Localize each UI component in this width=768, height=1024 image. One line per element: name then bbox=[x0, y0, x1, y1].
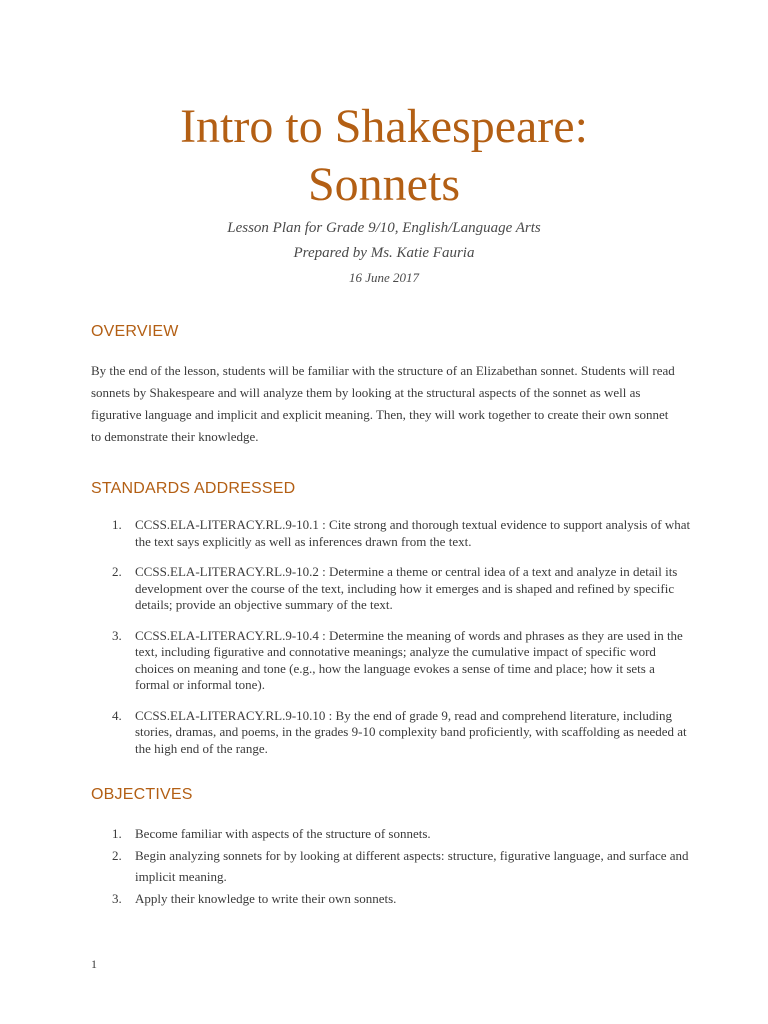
list-item-number: 1. bbox=[112, 517, 122, 532]
list-item-text: CCSS.ELA-LITERACY.RL.9-10.4 : Determine the meaning of words and phrases as they are used in the text, including figurative and connotative meanings; analyze the cumulative impact of specific word choices on meaning and tone (e.g., how the language evokes a sense of time and place; how it sets a formal or informal tone). bbox=[135, 627, 683, 692]
list-item bbox=[91, 564, 691, 614]
list-item bbox=[91, 708, 691, 758]
list-item-number: 4. bbox=[112, 707, 122, 723]
overview-paragraph: By the end of the lesson, students will be familiar with the structure of an Elizabethan sonnet. Students will read sonnets by Shakespeare and will analyze them by looking at the structural aspects of the sonnet as well as figurative language and implicit and explicit meaning. Then, they will work together to create their own sonnet to demonstrate their knowledge. bbox=[91, 363, 675, 444]
list-item-text: Become familiar with aspects of the structure of sonnets. bbox=[135, 826, 431, 841]
document-title bbox=[0, 98, 768, 214]
list-item bbox=[91, 823, 691, 844]
standards-list bbox=[91, 517, 691, 771]
list-item-number: 3. bbox=[112, 627, 122, 643]
list-item-text: Begin analyzing sonnets for by looking at different aspects: structure, figurative language, and surface and implicit meaning. bbox=[135, 848, 689, 884]
title-line-1: Intro to Shakespeare: bbox=[180, 100, 588, 153]
list-item-text: CCSS.ELA-LITERACY.RL.9-10.1 : Cite strong and thorough textual evidence to support analysis of what the text says explicitly as well as inferences drawn from the text. bbox=[135, 517, 691, 549]
standards-heading: STANDARDS ADDRESSED bbox=[91, 480, 296, 497]
objectives-heading: OBJECTIVES bbox=[91, 786, 193, 803]
overview-heading: OVERVIEW bbox=[91, 323, 179, 340]
list-item-text: Apply their knowledge to write their own sonnets. bbox=[135, 891, 397, 906]
list-item-number: 3. bbox=[112, 891, 122, 906]
list-item bbox=[91, 845, 691, 887]
subtitle-lesson-plan: Lesson Plan for Grade 9/10, English/Language Arts bbox=[227, 220, 541, 236]
objectives-list bbox=[91, 823, 691, 910]
list-item-number: 2. bbox=[112, 848, 122, 863]
list-item bbox=[91, 888, 691, 909]
list-item-text: CCSS.ELA-LITERACY.RL.9-10.2 : Determine a theme or central idea of a text and analyze in detail its development over the course of the text, including how it emerges and is shaped and refined by specific details; provide an objective summary of the text. bbox=[135, 564, 678, 612]
list-item-number: 1. bbox=[112, 826, 122, 841]
document-date: 16 June 2017 bbox=[348, 270, 420, 285]
list-item-text: CCSS.ELA-LITERACY.RL.9-10.10 : By the end of grade 9, read and comprehend literature, including stories, dramas, and poems, in the grades 9-10 complexity band proficiently, with scaffolding as needed at the high end of the range. bbox=[135, 707, 687, 756]
list-item bbox=[91, 628, 691, 694]
page-number: 1 bbox=[91, 957, 97, 971]
list-item-number: 2. bbox=[112, 564, 122, 579]
list-item bbox=[91, 517, 691, 550]
subtitle-author: Prepared by Ms. Katie Fauria bbox=[293, 245, 475, 261]
title-line-2: Sonnets bbox=[307, 158, 460, 211]
